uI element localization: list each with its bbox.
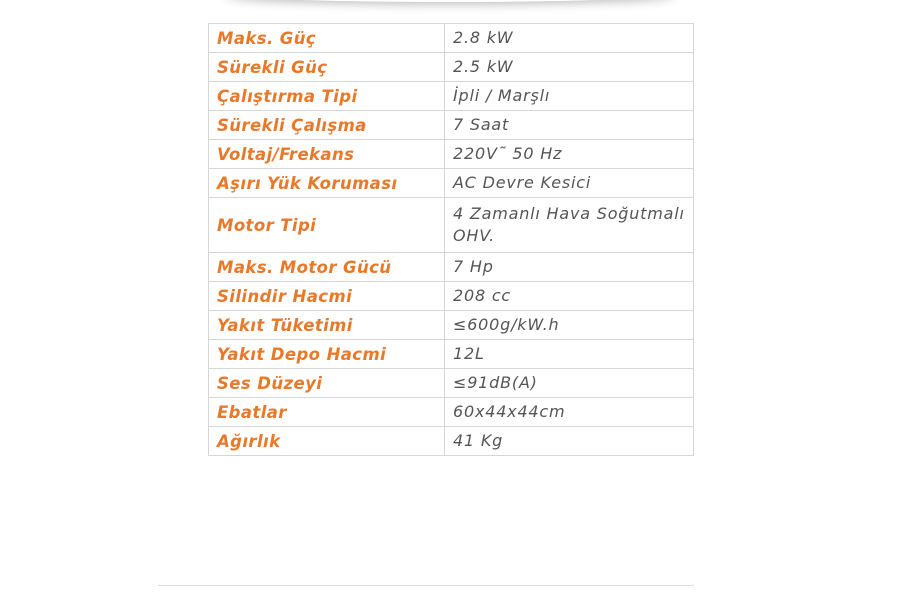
spec-label: Maks. Motor Gücü xyxy=(209,253,445,282)
table-row xyxy=(209,398,694,427)
table-row xyxy=(209,369,694,398)
table-row xyxy=(209,169,694,198)
spec-label: Maks. Güç xyxy=(209,24,445,53)
spec-value: 60x44x44cm xyxy=(445,398,694,427)
spec-label: Ağırlık xyxy=(209,427,445,456)
table-row xyxy=(209,340,694,369)
spec-value: 7 Saat xyxy=(445,111,694,140)
spec-label: Ebatlar xyxy=(209,398,445,427)
spec-value: ≤600g/kW.h xyxy=(445,311,694,340)
table-row xyxy=(209,282,694,311)
spec-value: 4 Zamanlı Hava Soğutmalı OHV. xyxy=(445,198,694,253)
spec-value: 2.8 kW xyxy=(445,24,694,53)
spec-label: Yakıt Depo Hacmi xyxy=(209,340,445,369)
spec-value: 2.5 kW xyxy=(445,53,694,82)
table-row xyxy=(209,53,694,82)
table-row xyxy=(209,24,694,53)
spec-label: Çalıştırma Tipi xyxy=(209,82,445,111)
table-row xyxy=(209,198,694,253)
spec-value: 12L xyxy=(445,340,694,369)
table-row xyxy=(209,253,694,282)
spec-label: Sürekli Güç xyxy=(209,53,445,82)
table-row xyxy=(209,82,694,111)
spec-value: ≤91dB(A) xyxy=(445,369,694,398)
divider xyxy=(158,585,694,586)
spec-value: 220V˜ 50 Hz xyxy=(445,140,694,169)
table-row xyxy=(209,140,694,169)
spec-label: Sürekli Çalışma xyxy=(209,111,445,140)
spec-label: Motor Tipi xyxy=(209,198,445,253)
spec-table xyxy=(208,23,694,456)
spec-label: Yakıt Tüketimi xyxy=(209,311,445,340)
spec-value: 41 Kg xyxy=(445,427,694,456)
spec-value: 7 Hp xyxy=(445,253,694,282)
spec-label: Silindir Hacmi xyxy=(209,282,445,311)
spec-value: İpli / Marşlı xyxy=(445,82,694,111)
spec-label: Ses Düzeyi xyxy=(209,369,445,398)
table-row xyxy=(209,427,694,456)
spec-value: 208 cc xyxy=(445,282,694,311)
spec-label: Voltaj/Frekans xyxy=(209,140,445,169)
table-row xyxy=(209,311,694,340)
spec-label: Aşırı Yük Koruması xyxy=(209,169,445,198)
header-shadow xyxy=(225,0,675,2)
table-row xyxy=(209,111,694,140)
spec-value: AC Devre Kesici xyxy=(445,169,694,198)
